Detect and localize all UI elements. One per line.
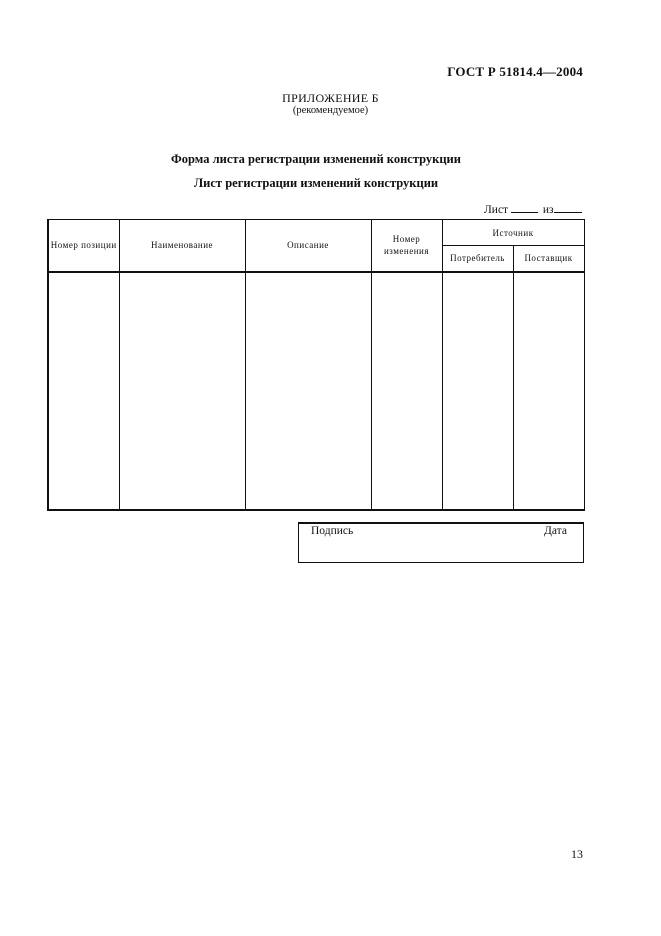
col-header-supplier: Поставщик — [513, 246, 584, 272]
sheet-number-blank — [511, 202, 538, 213]
appendix-title: ПРИЛОЖЕНИЕ Б — [282, 91, 379, 105]
signature-label: Подпись — [311, 525, 354, 537]
of-label: из — [542, 204, 554, 216]
standard-number: ГОСТ Р 51814.4—2004 — [447, 64, 583, 79]
sheet-title: Лист регистрации изменений конструкции — [193, 176, 439, 190]
appendix-status: (рекомендуемое) — [292, 105, 369, 116]
col-header-position-number: Номер позиции — [48, 220, 119, 272]
date-label: Дата — [544, 525, 567, 537]
table-cell[interactable] — [48, 272, 119, 511]
col-header-source: Источник — [442, 220, 584, 246]
form-title: Форма листа регистрации изменений конструкции — [171, 152, 461, 166]
table-cell[interactable] — [119, 272, 245, 511]
col-header-change-number: Номер изменения — [371, 220, 442, 272]
col-header-consumer: Потребитель — [442, 246, 513, 272]
appendix-heading — [0, 92, 661, 116]
col-header-name: Наименование — [119, 220, 245, 272]
table-cell[interactable] — [245, 272, 371, 511]
change-registration-table — [47, 219, 585, 511]
page-number: 13 — [571, 847, 583, 861]
col-header-description: Описание — [245, 220, 371, 272]
table-cell[interactable] — [513, 272, 584, 511]
sheet-label: Лист — [484, 204, 509, 216]
table-cell[interactable] — [442, 272, 513, 511]
sheet-numbering — [484, 202, 582, 216]
table-cell[interactable] — [371, 272, 442, 511]
total-sheets-blank — [554, 202, 582, 213]
